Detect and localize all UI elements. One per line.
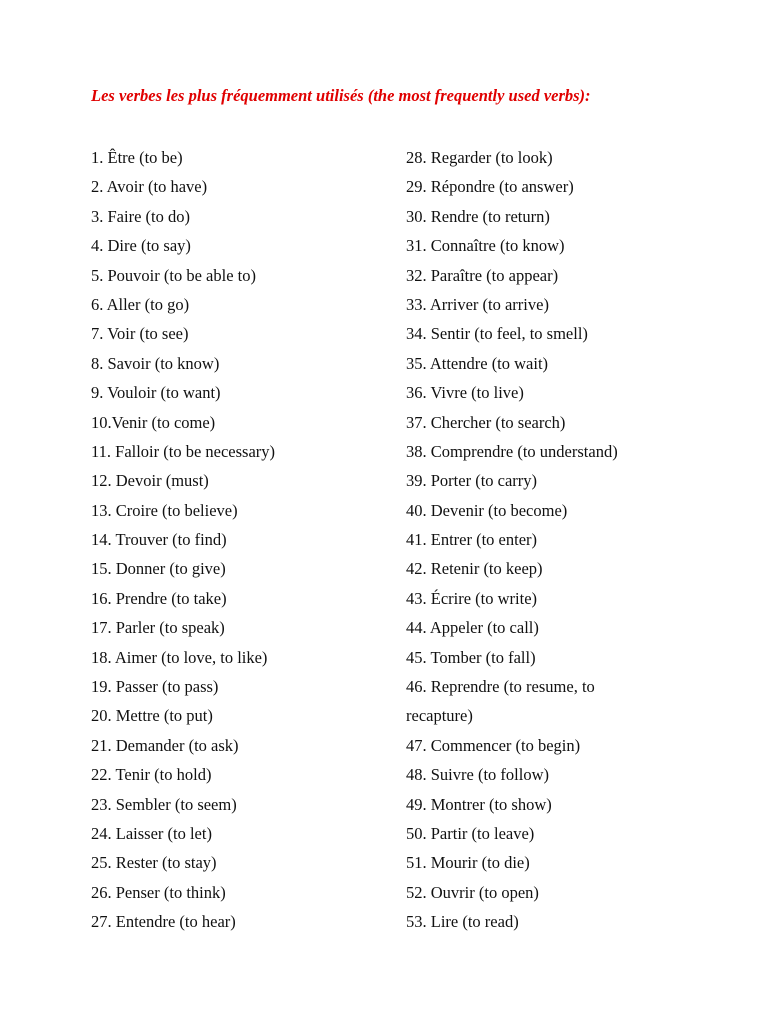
list-item: 37. Chercher (to search) — [406, 412, 566, 432]
verb-list-left — [91, 143, 391, 937]
list-item: 48. Suivre (to follow) — [406, 765, 549, 785]
list-item: 3. Faire (to do) — [91, 206, 190, 226]
list-item: 36. Vivre (to live) — [406, 383, 524, 403]
list-item: 46. Reprendre (to resume, to — [406, 677, 595, 697]
list-item: 23. Sembler (to seem) — [91, 794, 237, 814]
list-item: 39. Porter (to carry) — [406, 471, 538, 491]
list-item: 34. Sentir (to feel, to smell) — [406, 324, 588, 344]
list-item: 51. Mourir (to die) — [406, 853, 530, 873]
list-item: 4. Dire (to say) — [91, 236, 191, 256]
list-item: 7. Voir (to see) — [91, 324, 189, 344]
list-item: 49. Montrer (to show) — [406, 794, 552, 814]
list-item: 38. Comprendre (to understand) — [406, 441, 618, 461]
list-item: 30. Rendre (to return) — [406, 206, 550, 226]
list-item: 24. Laisser (to let) — [91, 823, 212, 843]
list-item: 9. Vouloir (to want) — [91, 383, 221, 403]
list-item: 32. Paraître (to appear) — [406, 265, 559, 285]
list-item: 44. Appeler (to call) — [406, 618, 539, 638]
list-item: 18. Aimer (to love, to like) — [91, 647, 268, 667]
list-item: 53. Lire (to read) — [406, 912, 519, 932]
page-title: Les verbes les plus fréquemment utilisés (the most frequently used verbs): — [91, 86, 591, 105]
list-item: 50. Partir (to leave) — [406, 823, 535, 843]
list-item: 2. Avoir (to have) — [91, 177, 208, 197]
list-item: 35. Attendre (to wait) — [406, 353, 549, 373]
list-item: 17. Parler (to speak) — [91, 618, 225, 638]
list-item: recapture) — [406, 706, 473, 726]
list-item: 16. Prendre (to take) — [91, 588, 227, 608]
list-item: 42. Retenir (to keep) — [406, 559, 543, 579]
list-item: 45. Tomber (to fall) — [406, 647, 536, 667]
list-item: 26. Penser (to think) — [91, 882, 226, 902]
list-item: 40. Devenir (to become) — [406, 500, 568, 520]
list-item: 25. Rester (to stay) — [91, 853, 217, 873]
list-item: 1. Être (to be) — [91, 148, 183, 167]
list-item: 8. Savoir (to know) — [91, 353, 220, 373]
list-item: 47. Commencer (to begin) — [406, 735, 581, 755]
list-item: 33. Arriver (to arrive) — [406, 294, 549, 314]
verb-list-right — [406, 143, 736, 937]
list-item: 14. Trouver (to find) — [91, 530, 227, 550]
list-item: 22. Tenir (to hold) — [91, 765, 212, 785]
list-item: 15. Donner (to give) — [91, 559, 226, 579]
list-item: 29. Répondre (to answer) — [406, 177, 574, 197]
list-item: 20. Mettre (to put) — [91, 706, 213, 726]
list-item: 12. Devoir (must) — [91, 471, 209, 491]
list-item: 28. Regarder (to look) — [406, 148, 553, 167]
list-item: 13. Croire (to believe) — [91, 500, 238, 520]
list-item: 27. Entendre (to hear) — [91, 912, 236, 932]
list-item: 6. Aller (to go) — [91, 294, 190, 314]
list-item: 21. Demander (to ask) — [91, 735, 239, 755]
list-item: 11. Falloir (to be necessary) — [91, 441, 276, 461]
list-item: 31. Connaître (to know) — [406, 236, 565, 256]
list-item: 19. Passer (to pass) — [91, 677, 219, 697]
list-item: 43. Écrire (to write) — [406, 588, 538, 608]
list-item: 10.Venir (to come) — [91, 412, 216, 432]
list-item: 52. Ouvrir (to open) — [406, 882, 539, 902]
list-item: 41. Entrer (to enter) — [406, 530, 538, 550]
list-item: 5. Pouvoir (to be able to) — [91, 265, 256, 285]
